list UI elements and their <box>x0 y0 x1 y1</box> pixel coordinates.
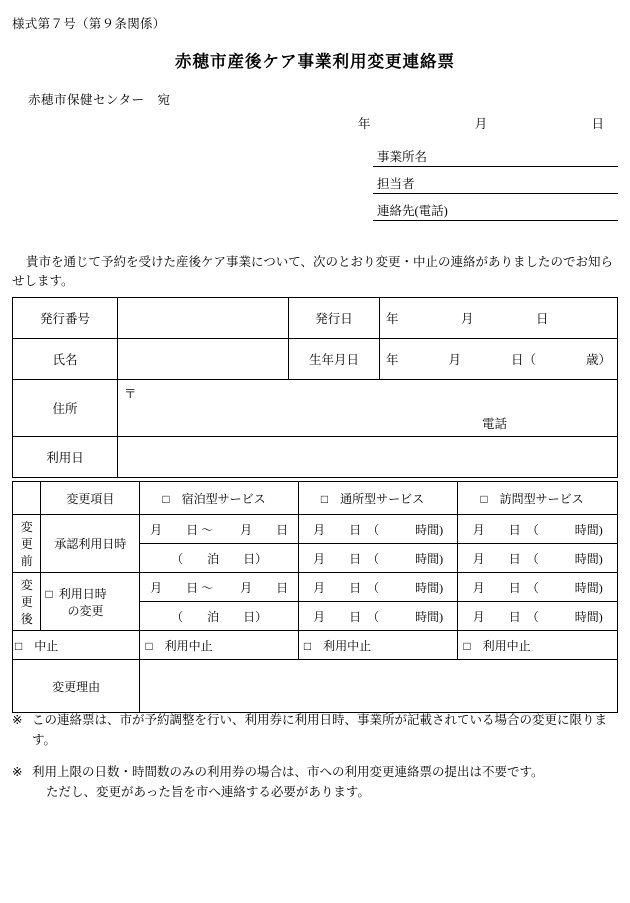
change-datetime-cell[interactable] <box>41 573 140 631</box>
change-visit-line2[interactable]: 月 日 （ 時間) <box>458 602 618 631</box>
change-day-line2[interactable]: 月 日 （ 時間) <box>298 602 458 631</box>
service-header-visit: □ 訪問型サービス <box>458 482 618 515</box>
name-value[interactable] <box>118 339 289 380</box>
date-day-label: 日 <box>591 117 604 131</box>
note-item <box>12 762 618 802</box>
issue-no-label: 発行番号 <box>13 298 118 339</box>
change-datetime-checkbox[interactable]: □ <box>45 586 53 601</box>
before-change-label: 変更前 <box>13 515 41 573</box>
table-row <box>13 515 618 544</box>
form-number: 様式第７号（第９条関係） <box>12 17 166 31</box>
approved-day-line1[interactable]: 月 日 （ 時間) <box>298 515 458 544</box>
change-day-line1[interactable]: 月 日 （ 時間) <box>298 573 458 602</box>
issue-date-label: 発行日 <box>289 298 380 339</box>
after-change-label: 変更後 <box>13 573 41 631</box>
table-row <box>13 339 618 380</box>
person-in-charge-field[interactable]: 担当者 <box>373 167 618 194</box>
notes-section <box>12 710 618 814</box>
use-date-label: 利用日 <box>13 437 118 478</box>
issue-no-value[interactable] <box>118 298 289 339</box>
user-info-table <box>12 297 618 478</box>
change-item-header: 変更項目 <box>41 482 140 515</box>
intro-paragraph: 貴市を通じて予約を受けた産後ケア事業について、次のとおり変更・中止の連絡がありましたのでお知らせします。 <box>12 255 614 289</box>
reason-label: 変更理由 <box>13 660 140 713</box>
contact-phone-field[interactable]: 連絡先(電話) <box>373 194 618 221</box>
approved-stay-line2[interactable]: （ 泊 日） <box>140 544 299 573</box>
service-header-day: □ 通所型サービス <box>298 482 458 515</box>
note-mark: ※ <box>12 765 23 779</box>
approved-visit-line2[interactable]: 月 日 （ 時間) <box>458 544 618 573</box>
address-value[interactable] <box>118 380 618 437</box>
approved-visit-line1[interactable]: 月 日 （ 時間) <box>458 515 618 544</box>
approved-day-line2[interactable]: 月 日 （ 時間) <box>298 544 458 573</box>
postal-mark: 〒 <box>124 387 137 401</box>
name-label: 氏名 <box>13 339 118 380</box>
table-row <box>13 573 618 602</box>
service-header-stay: □ 宿泊型サービス <box>140 482 299 515</box>
stop-option-stay[interactable]: □ 利用中止 <box>140 631 299 660</box>
change-stay-line2[interactable]: （ 泊 日） <box>140 602 299 631</box>
approved-datetime-label: 承認利用日時 <box>41 515 140 573</box>
address-label: 住所 <box>13 380 118 437</box>
change-visit-line1[interactable]: 月 日 （ 時間) <box>458 573 618 602</box>
table-row <box>13 482 618 515</box>
table-row <box>13 380 618 437</box>
use-date-value[interactable] <box>118 437 618 478</box>
table-row <box>13 631 618 660</box>
addressee: 赤穂市保健センター 宛 <box>28 93 171 107</box>
table-row <box>13 437 618 478</box>
sender-block <box>373 140 618 221</box>
reason-value[interactable] <box>140 660 618 713</box>
office-name-field[interactable]: 事業所名 <box>373 140 618 167</box>
issue-date-value[interactable]: 年 月 日 <box>380 298 618 339</box>
change-datetime-label-2: の変更 <box>67 603 104 618</box>
stop-label[interactable]: □ 中止 <box>13 631 140 660</box>
table-row <box>13 298 618 339</box>
table-row <box>13 660 618 713</box>
birthdate-value[interactable]: 年 月 日（ 歳） <box>380 339 618 380</box>
date-month-label: 月 <box>474 117 488 131</box>
change-stay-line1[interactable]: 月 日 ～ 月 日 <box>140 573 299 602</box>
stop-option-day[interactable]: □ 利用中止 <box>298 631 458 660</box>
note-item <box>12 710 618 750</box>
date-year-label: 年 <box>358 117 371 131</box>
birthdate-label: 生年月日 <box>289 339 380 380</box>
note-subtext: ただし、変更があった旨を市へ連絡する必要があります。 <box>46 785 370 799</box>
page-title: 赤穂市産後ケア事業利用変更連絡票 <box>175 52 455 71</box>
change-datetime-label-1: 利用日時 <box>58 586 107 601</box>
stop-option-visit[interactable]: □ 利用中止 <box>458 631 618 660</box>
date-line <box>358 114 618 132</box>
note-text: 利用上限の日数・時間数のみの利用券の場合は、市への利用変更連絡票の提出は不要です。 <box>32 765 544 779</box>
note-text: この連絡票は、市が予約調整を行い、利用券に利用日時、事業所が記載されている場合の変更に限ります。 <box>32 713 608 747</box>
change-table <box>12 481 618 713</box>
address-phone-label: 電話 <box>481 417 507 431</box>
approved-stay-line1[interactable]: 月 日 ～ 月 日 <box>140 515 299 544</box>
spacer-cell <box>13 482 41 515</box>
note-mark: ※ <box>12 713 23 727</box>
